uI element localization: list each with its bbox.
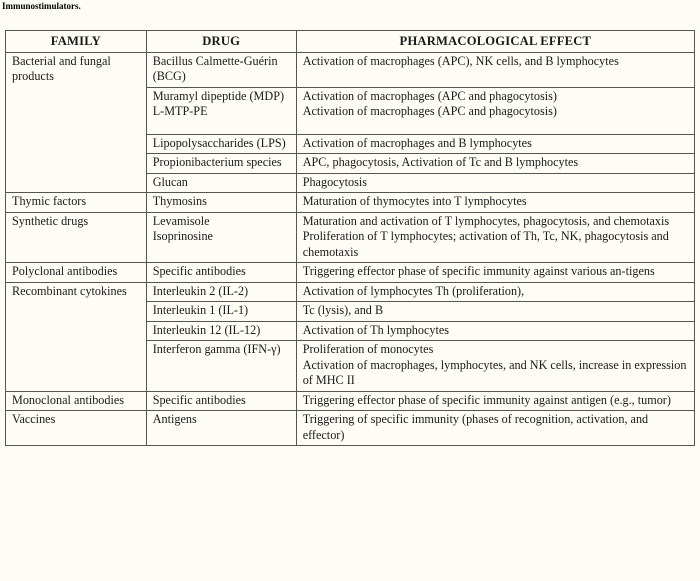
drug-name: Interleukin 1 (IL-1) bbox=[152, 303, 249, 317]
table-body bbox=[6, 52, 695, 446]
effect-cell bbox=[296, 173, 694, 193]
drug-name: Thymosins bbox=[152, 194, 207, 208]
drug-name: Antigens bbox=[152, 412, 197, 426]
drug-cell bbox=[146, 411, 296, 446]
table-row bbox=[6, 212, 695, 263]
drug-name: Interleukin 12 (IL-12) bbox=[152, 322, 261, 337]
drug-name: Propionibacterium species bbox=[152, 155, 282, 169]
effect-text: Triggering of specific immunity (phases of recognition, activation, and effector) bbox=[302, 412, 649, 442]
table-row bbox=[6, 52, 695, 87]
effect-text: Proliferation of T lymphocytes; activation of Th, Tc, NK, phagocytosis and chemotaxis bbox=[302, 229, 669, 259]
drug-cell bbox=[146, 154, 296, 174]
header-effect: PHARMACOLOGICAL EFFECT bbox=[296, 31, 694, 53]
drug-cell bbox=[146, 302, 296, 322]
drug-name: Specific antibodies bbox=[152, 392, 246, 407]
family-cell: Polyclonal antibodies bbox=[6, 263, 147, 283]
effect-cell bbox=[296, 134, 694, 154]
effect-cell bbox=[296, 87, 694, 134]
drug-name: L-MTP-PE bbox=[152, 104, 208, 118]
effect-cell bbox=[296, 212, 694, 263]
drug-cell bbox=[146, 134, 296, 154]
effect-cell bbox=[296, 321, 694, 341]
table-row bbox=[6, 193, 695, 213]
header-drug: DRUG bbox=[146, 31, 296, 53]
drug-name: Interferon gamma (IFN-γ) bbox=[152, 342, 281, 356]
effect-text: Activation of lymphocytes Th (proliferation), bbox=[302, 283, 525, 298]
drug-cell bbox=[146, 212, 296, 263]
immunostimulators-table bbox=[5, 30, 695, 446]
effect-cell bbox=[296, 302, 694, 322]
table-row bbox=[6, 391, 695, 411]
effect-text: Activation of macrophages (APC), NK cells, and B lymphocytes bbox=[302, 53, 619, 68]
drug-cell bbox=[146, 87, 296, 134]
effect-cell bbox=[296, 411, 694, 446]
drug-cell bbox=[146, 391, 296, 411]
effect-text: Tc (lysis), and B bbox=[302, 303, 384, 317]
effect-cell bbox=[296, 52, 694, 87]
family-cell: Bacterial and fungal products bbox=[6, 52, 147, 193]
drug-cell bbox=[146, 321, 296, 341]
effect-cell bbox=[296, 263, 694, 283]
effect-text: Activation of Th lymphocytes bbox=[302, 322, 450, 337]
family-cell: Synthetic drugs bbox=[6, 212, 147, 263]
drug-name: Specific antibodies bbox=[152, 264, 246, 278]
drug-cell bbox=[146, 263, 296, 283]
header-row bbox=[6, 31, 695, 53]
effect-text: Activation of macrophages (APC and phagocytosis) bbox=[302, 104, 557, 118]
drug-name: Bacillus Calmette-Guérin (BCG) bbox=[152, 53, 278, 83]
effect-text: Proliferation of monocytes bbox=[302, 342, 434, 356]
table-caption: Immunostimulators. bbox=[2, 1, 81, 11]
effect-text: Activation of macrophages (APC and phagocytosis) bbox=[302, 88, 557, 103]
drug-name: Glucan bbox=[152, 174, 188, 189]
table-row bbox=[6, 263, 695, 283]
effect-text: APC, phagocytosis, Activation of Tc and B lymphocytes bbox=[302, 155, 579, 169]
effect-text: Phagocytosis bbox=[302, 174, 368, 189]
header-family: FAMILY bbox=[6, 31, 147, 53]
drug-name: Interleukin 2 (IL-2) bbox=[152, 283, 249, 298]
drug-name: Lipopolysaccharides (LPS) bbox=[152, 135, 286, 150]
effect-cell bbox=[296, 282, 694, 302]
drug-cell bbox=[146, 341, 296, 392]
family-cell: Thymic factors bbox=[6, 193, 147, 213]
effect-text: Maturation and activation of T lymphocytes, phagocytosis, and chemotaxis bbox=[302, 213, 670, 228]
family-cell: Monoclonal antibodies bbox=[6, 391, 147, 411]
drug-name: Muramyl dipeptide (MDP) bbox=[152, 88, 285, 103]
family-cell: Vaccines bbox=[6, 411, 147, 446]
drug-name: Isoprinosine bbox=[152, 229, 213, 243]
drug-name: Levamisole bbox=[152, 213, 210, 228]
immunostimulators-table-container bbox=[5, 30, 695, 446]
table-row bbox=[6, 282, 695, 302]
effect-text: Maturation of thymocytes into T lymphocytes bbox=[302, 194, 527, 208]
drug-cell bbox=[146, 282, 296, 302]
effect-text: Triggering effector phase of specific immunity against various an-tigens bbox=[302, 264, 655, 278]
family-cell: Recombinant cytokines bbox=[6, 282, 147, 391]
drug-cell bbox=[146, 193, 296, 213]
effect-cell bbox=[296, 341, 694, 392]
effect-cell bbox=[296, 391, 694, 411]
effect-text: Triggering effector phase of specific immunity against antigen (e.g., tumor) bbox=[302, 392, 671, 407]
table-row bbox=[6, 411, 695, 446]
effect-text: Activation of macrophages and B lymphocytes bbox=[302, 135, 532, 150]
effect-cell bbox=[296, 193, 694, 213]
drug-cell bbox=[146, 173, 296, 193]
drug-cell bbox=[146, 52, 296, 87]
effect-text: Activation of macrophages, lymphocytes, and NK cells, increase in expression of MHC II bbox=[302, 357, 687, 387]
effect-cell bbox=[296, 154, 694, 174]
